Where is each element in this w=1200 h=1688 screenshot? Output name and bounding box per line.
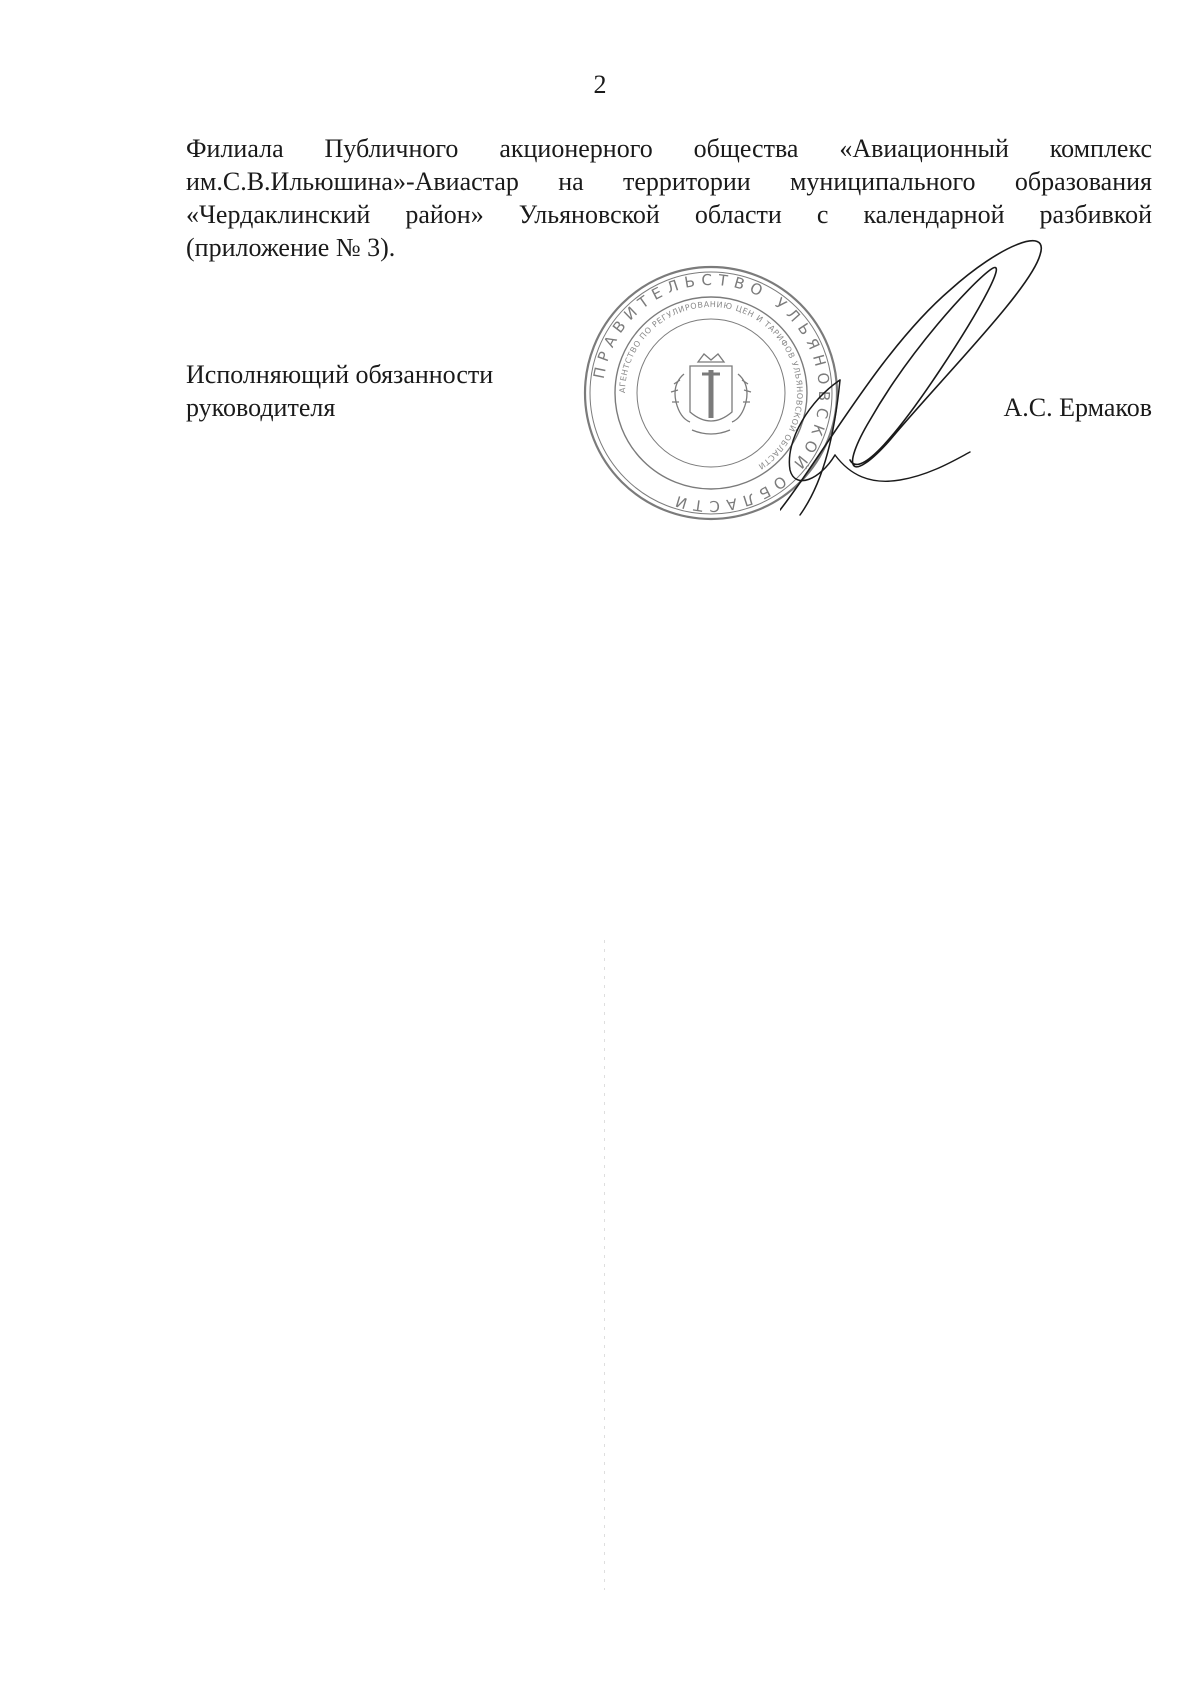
body-line: им.С.В.Ильюшина»-Авиастар на территории муниципального образования — [186, 167, 1152, 196]
body-line: Филиала Публичного акционерного общества «Авиационный комплекс — [186, 134, 1152, 163]
page-number: 2 — [593, 70, 607, 99]
seal-outer-text: ПРАВИТЕЛЬСТВО УЛЬЯНОВСКОЙ ОБЛАСТИ — [589, 270, 834, 516]
coat-of-arms-icon — [671, 354, 751, 434]
signer-title-line: Исполняющий обязанности — [186, 360, 494, 389]
signer-name: А.С. Ермаков — [1003, 393, 1152, 422]
signer-title-line: руководителя — [186, 393, 336, 422]
signer-title — [186, 358, 493, 424]
body-line: «Чердаклинский район» Ульяновской области с календарной разбивкой — [186, 200, 1152, 229]
body-line: (приложение № 3). — [186, 233, 396, 262]
seal-inner-text: АГЕНТСТВО ПО РЕГУЛИРОВАНИЮ ЦЕН И ТАРИФОВ УЛЬЯНОВСКОЙ ОБЛАСТИ — [617, 299, 805, 472]
scan-fold-artifact — [604, 940, 605, 1590]
